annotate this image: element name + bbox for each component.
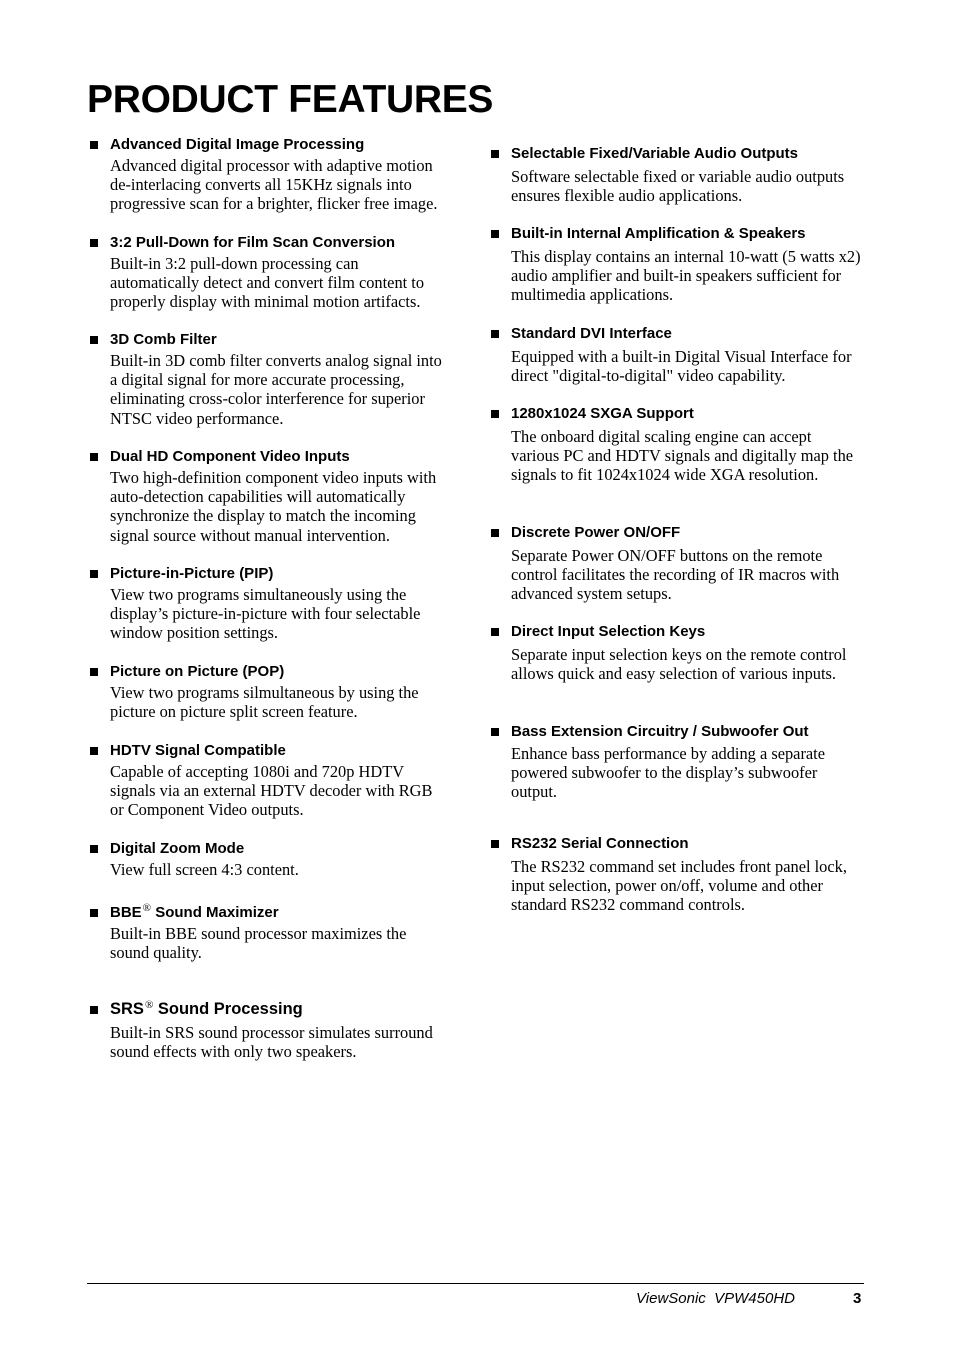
- feature-description: Software selectable fixed or variable audio outputs ensures flexible audio applications.: [511, 167, 845, 206]
- feature-description: View two programs simultaneously using the display’s picture-in-picture with four selectable window position settings.: [110, 585, 421, 643]
- feature-heading-text: Digital Zoom Mode: [110, 840, 245, 857]
- feature-pip: [87, 564, 447, 643]
- feature-heading: [488, 523, 863, 543]
- feature-description: Built-in BBE sound processor maximizes the sound quality.: [110, 924, 407, 963]
- footer-divider: [87, 1283, 864, 1284]
- bullet-icon: [90, 668, 98, 676]
- bullet-icon: [491, 150, 499, 158]
- feature-heading: [488, 622, 863, 642]
- feature-heading: [488, 834, 863, 854]
- bullet-icon: [90, 239, 98, 247]
- feature-heading-text: Discrete Power ON/OFF: [511, 524, 681, 541]
- bullet-icon: [491, 529, 499, 537]
- bullet-icon: [491, 728, 499, 736]
- bullet-icon: [90, 1006, 98, 1014]
- feature-heading-text: Bass Extension Circuitry / Subwoofer Out: [511, 723, 809, 740]
- feature-description: Built-in 3D comb filter converts analog signal into a digital signal for more accurate processing, eliminating cross-color interference for superior NTSC video performance.: [110, 351, 442, 428]
- feature-description: Built-in 3:2 pull-down processing can automatically detect and convert film content to properly display with minimal motion artifacts.: [110, 254, 425, 312]
- feature-description: Equipped with a built-in Digital Visual Interface for direct "digital-to-digital" video capability.: [511, 347, 852, 386]
- feature-heading-text: Advanced Digital Image Processing: [110, 136, 365, 153]
- feature-heading-text: RS232 Serial Connection: [511, 835, 689, 852]
- feature-heading-text: HDTV Signal Compatible: [110, 742, 286, 759]
- bullet-icon: [90, 336, 98, 344]
- feature-amplification-speakers: [488, 224, 863, 305]
- bullet-icon: [491, 410, 499, 418]
- feature-heading-text: Direct Input Selection Keys: [511, 623, 706, 640]
- feature-description: Two high-definition component video inputs with auto-detection capabilities will automatically synchronize the display to match the incoming signal source without manual intervention.: [110, 468, 437, 545]
- feature-sxga-support: [488, 404, 863, 485]
- feature-audio-outputs: [488, 144, 863, 205]
- feature-heading: [87, 564, 447, 584]
- page-number: 3: [853, 1290, 862, 1307]
- bullet-icon: [90, 453, 98, 461]
- feature-pop: [87, 662, 447, 721]
- feature-heading: [87, 233, 447, 253]
- feature-heading: [488, 404, 863, 424]
- bullet-icon: [491, 330, 499, 338]
- feature-description: Separate Power ON/OFF buttons on the remote control facilitates the recording of IR macros with advanced system setups.: [511, 546, 840, 604]
- feature-heading: [87, 741, 447, 761]
- feature-heading-text: 1280x1024 SXGA Support: [511, 405, 694, 422]
- feature-description: This display contains an internal 10-watt (5 watts x2) audio amplifier and built-in speakers sufficient for multimedia applications.: [511, 247, 861, 305]
- bullet-icon: [491, 840, 499, 848]
- feature-dual-hd-component: [87, 447, 447, 545]
- feature-heading-text: 3:2 Pull-Down for Film Scan Conversion: [110, 234, 396, 251]
- feature-heading-text: Built-in Internal Amplification & Speakers: [511, 225, 806, 242]
- feature-heading: [87, 999, 447, 1019]
- feature-dvi-interface: [488, 324, 863, 385]
- feature-heading-text: 3D Comb Filter: [110, 331, 217, 348]
- feature-heading-suffix: Sound Maximizer: [151, 904, 279, 921]
- bullet-icon: [491, 230, 499, 238]
- feature-heading: [488, 324, 863, 344]
- feature-heading: [87, 903, 447, 923]
- feature-description: Advanced digital processor with adaptive motion de-interlacing converts all 15KHz signals into progressive scan for a brighter, flicker free image.: [110, 156, 438, 214]
- feature-heading: [87, 839, 447, 859]
- feature-srs-sound: [87, 999, 447, 1061]
- feature-bbe-sound: [87, 903, 447, 962]
- feature-description: Separate input selection keys on the remote control allows quick and easy selection of various inputs.: [511, 645, 847, 684]
- feature-direct-input-keys: [488, 622, 863, 683]
- feature-heading: [87, 330, 447, 350]
- bullet-icon: [90, 570, 98, 578]
- feature-pull-down: [87, 233, 447, 312]
- feature-heading: [488, 224, 863, 244]
- feature-heading-prefix: BBE: [110, 904, 142, 921]
- bullet-icon: [90, 845, 98, 853]
- bullet-icon: [491, 628, 499, 636]
- feature-heading-text: Standard DVI Interface: [511, 325, 672, 342]
- feature-description: Built-in SRS sound processor simulates surround sound effects with only two speakers.: [110, 1023, 433, 1062]
- feature-description: Enhance bass performance by adding a separate powered subwoofer to the display’s subwoofer output.: [511, 744, 826, 802]
- bullet-icon: [90, 141, 98, 149]
- registered-mark: ®: [142, 902, 152, 914]
- feature-heading: [488, 144, 863, 164]
- feature-digital-zoom: [87, 839, 447, 879]
- feature-discrete-power: [488, 523, 863, 604]
- page-title: PRODUCT FEATURES: [87, 78, 494, 121]
- feature-advanced-digital-image-processing: [87, 135, 447, 214]
- footer-brand-model: ViewSonic VPW450HD: [636, 1290, 795, 1307]
- feature-bass-extension: [488, 722, 863, 802]
- feature-description: The onboard digital scaling engine can accept various PC and HDTV signals and digitally map the signals to fit 1024x1024 wide XGA resolution.: [511, 427, 854, 485]
- bullet-icon: [90, 747, 98, 755]
- feature-heading: [488, 722, 863, 742]
- feature-heading-prefix: SRS: [110, 1000, 144, 1018]
- feature-description: View two programs silmultaneous by using the picture on picture split screen feature.: [110, 683, 419, 722]
- feature-heading-text: Dual HD Component Video Inputs: [110, 448, 350, 465]
- feature-description: View full screen 4:3 content.: [110, 860, 299, 879]
- feature-heading: [87, 662, 447, 682]
- feature-3d-comb-filter: [87, 330, 447, 428]
- registered-mark: ®: [144, 999, 154, 1011]
- feature-description: The RS232 command set includes front panel lock, input selection, power on/off, volume and other standard RS232 command controls.: [511, 857, 847, 915]
- feature-heading: [87, 135, 447, 155]
- feature-description: Capable of accepting 1080i and 720p HDTV signals via an external HDTV decoder with RGB or Component Video outputs.: [110, 762, 433, 820]
- feature-hdtv-signal: [87, 741, 447, 820]
- feature-heading-text: Picture on Picture (POP): [110, 663, 285, 680]
- feature-heading-text: Picture-in-Picture (PIP): [110, 565, 274, 582]
- feature-heading-text: Selectable Fixed/Variable Audio Outputs: [511, 145, 799, 162]
- feature-heading: [87, 447, 447, 467]
- feature-rs232: [488, 834, 863, 915]
- feature-heading-suffix: Sound Processing: [153, 1000, 303, 1018]
- bullet-icon: [90, 909, 98, 917]
